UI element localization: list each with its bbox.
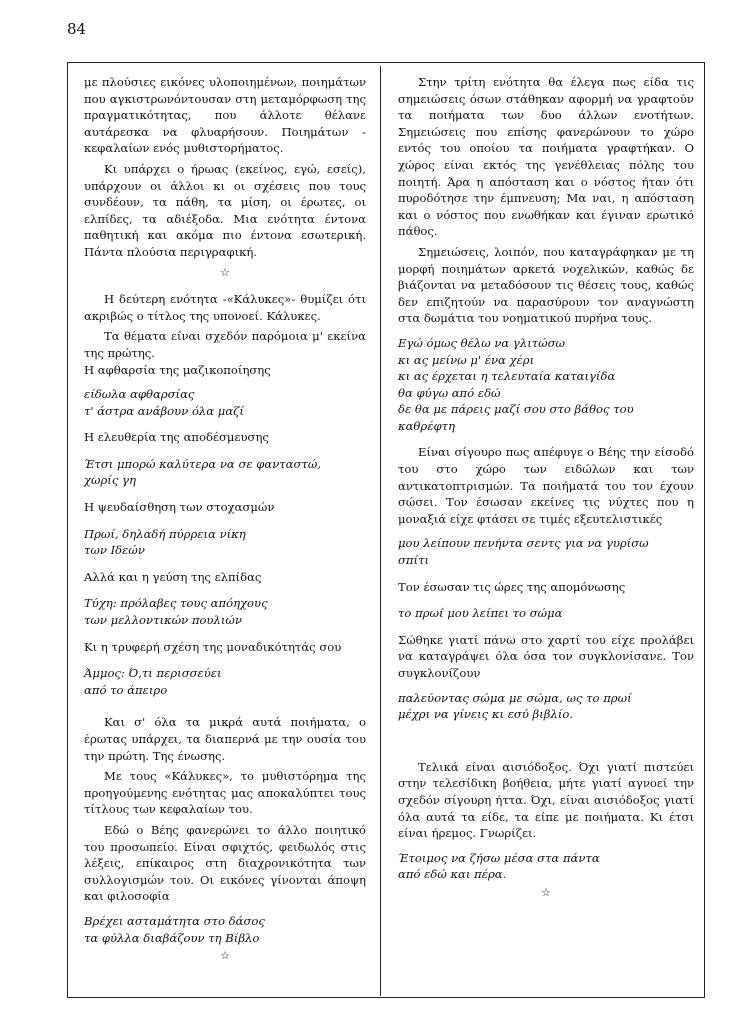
poem-quote: [398, 335, 694, 435]
poem-quote: [398, 605, 694, 622]
poem-quote: [84, 386, 366, 419]
poem-line: παλεύοντας σώμα με σώμα, ως το πρωί: [398, 690, 632, 705]
paragraph: με πλούσιες εικόνες υλοποιημένων, ποιημάτων που αγκιστρωνόντουσαν στη μεταμόρφωση της πραγματικότητας, που άλλοτε θέλανε αυτάρεσκα να φλυαρήσουν. Ποιημάτων - κεφαλαίων ενός μυθιστορήματος.: [84, 75, 366, 156]
poem-line: Εγώ όμως θέλω να γλιτώσω: [398, 335, 565, 350]
poem-line: δε θα με πάρεις μαζί σου στο βάθος του: [398, 402, 634, 417]
poem-line: κι ας έρχεται η τελευταία καταιγίδα: [398, 369, 616, 384]
theme-line: Αλλά και η γεύση της ελπίδας: [84, 569, 262, 584]
theme-line: Η ψευδαίσθηση των στοχασμών: [84, 500, 275, 515]
poem-line: θα φύγω από εδώ: [398, 385, 501, 400]
poem-line: είδωλα αφθαρσίας: [84, 387, 195, 402]
poem-line: Τύχη: πρόλαβες τους απόηχους: [84, 596, 268, 611]
poem-line: χωρίς γη: [84, 473, 136, 488]
column-divider: [380, 66, 381, 996]
paragraph: Εδώ ο Βέης φανερώνει το άλλο ποιητικό του προσωπείο. Είναι σφιχτός, φειδωλός στις λέξεις, επίκαιρος στη διαχρονικότητα των συλλογισμών του. Οι εικόνες γίνονται άποψη και φιλοσοφία: [84, 822, 366, 904]
paragraph: Τα θέματα είναι σχεδόν παρόμοια μ' εκείνα της πρώτης.: [84, 329, 366, 360]
paragraph: Η δεύτερη ενότητα -«Κάλυκες»- θυμίζει ότι ακριβώς ο τίτλος της υπονοεί. Κάλυκες.: [84, 292, 366, 323]
left-column: [84, 74, 366, 975]
page-number: 84: [67, 20, 87, 38]
star-ornament: ☆: [541, 885, 551, 899]
poem-line: Πρωί, δηλαδή πύρρεια νίκη: [84, 526, 246, 541]
poem-quote: [84, 595, 366, 628]
paragraph: Σημειώσεις, λοιπόν, που καταγράφηκαν με τη μορφή ποιημάτων αρκετά νοχελικών, καθώς δε βιάζονται να μεταδόσουν τις θέσεις τους, καθώς δεν επιζητούν να παρασύρουν τον αναγνώστη στα δωμάτια του νοηματικού πυρήνα τους.: [398, 244, 694, 326]
poem-line: από το άπειρο: [84, 682, 168, 697]
poem-quote: [84, 913, 366, 946]
poem-line: τα φύλλα διαβάζουν τη Βίβλο: [84, 930, 260, 945]
paragraph: Είναι σίγουρο πως απέφυγε ο Βέης την είσοδό του στο χώρο των ειδώλων και των αντικατοπτρισμών. Τα ποιήματά του τον έχουν σώσει. Τον έσωσαν εκείνες τις νύχτες που η μοναξιά είχε φτάσει σε τιμές εξευτελιστικές: [398, 445, 694, 526]
poem-line: των μελλοντικών πουλιών: [84, 613, 242, 628]
poem-line: τ' άστρα ανάβουν όλα μαζί: [84, 403, 244, 418]
poem-line: Βρέχει ασταμάτητα στο δάσος: [84, 913, 265, 928]
poem-quote: [84, 665, 366, 698]
theme-line: Τον έσωσαν τις ώρες της απομόνωσης: [398, 579, 626, 594]
poem-line: Έτσι μπορώ καλύτερα να σε φανταστώ,: [84, 456, 321, 471]
poem-line: από εδώ και πέρα.: [398, 867, 507, 882]
poem-quote: [398, 535, 694, 568]
theme-line: Η αφθαρσία της μαζικοποίησης: [84, 362, 271, 377]
paragraph: Στην τρίτη ενότητα θα έλεγα πως είδα τις σημειώσεις όσων στάθηκαν αφορμή να γραφτούν τα ποιήματα των δυο άλλων ενοτήτων. Σημειώσεις που επίσης φανερώνουν το χώρο εντός του οποίου τα ποιήματα γραφτήκαν. Ο χώρος είναι εκτός της γενέθλειας πόλης του ποιητή. Άρα η απόσταση και ο νόστος ήταν ότι πυροδότησε την έμπνευση; Μα ναι, η απόσταση και ο νόστος που ενωθήκαν και έγιναν ερωτικό πάθος.: [398, 75, 694, 239]
right-column: [398, 74, 694, 912]
poem-quote: [398, 850, 694, 883]
poem-quote: [84, 526, 366, 559]
poem-line: κι ας μείνω μ' ένα χέρι: [398, 352, 535, 367]
star-ornament: ☆: [220, 265, 230, 279]
poem-line: μου λείπουν πενήντα σεντς για να γυρίσω: [398, 536, 649, 551]
paragraph: Κι υπάρχει ο ήρωας (εκείνος, εγώ, εσείς), υπάρχουν οι άλλοι κι οι σχέσεις που τους συνδέουν, τα πάθη, τα μίση, οι έρωτες, οι ελπίδες, τα αδιέξοδα. Μια ενότητα έντονα παθητική και ακόμα πιο έντονα εσωτερική. Πάντα πλούσια περιγραφική.: [84, 161, 366, 259]
star-ornament: ☆: [220, 949, 230, 963]
poem-line: Έτοιμος να ζήσω μέσα στα πάντα: [398, 850, 600, 865]
poem-quote: [84, 456, 366, 489]
poem-line: μέχρι να γίνεις κι εσύ βιβλίο.: [398, 707, 574, 722]
poem-line: σπίτι: [398, 553, 430, 568]
poem-line: το πρωί μου λείπει το σώμα: [398, 606, 563, 621]
paragraph: Τελικά είναι αισιόδοξος. Όχι γιατί πιστεύει στην τελεσίδικη βοήθεια, μήτε γιατί αγνοεί την σχεδόν σίγουρη ήττα. Όχι, είναι αισιόδοξος γιατί όλα αυτά τα είδε, τα είπε με ποιήματα. Κι έτσι είναι ήρεμος. Γνωρίζει.: [398, 759, 694, 841]
paragraph: Με τους «Κάλυκες», το μυθιστόρημα της προηγούμενης ενότητας μας αποκαλύπτει τους τίτλους των κεφαλαίων του.: [84, 769, 366, 817]
paragraph: Σώθηκε γιατί πάνω στο χαρτί του είχε προλάβει να καταγράψει όλα όσα τον συγκλονίσανε. Τον συγκλονίζουν: [398, 632, 694, 680]
poem-line: καθρέφτη: [398, 418, 455, 433]
theme-line: Κι η τρυφερή σχέση της μοναδικότητάς σου: [84, 639, 342, 654]
poem-line: Άμμος: Ό,τι περισσεύει: [84, 666, 222, 681]
poem-line: των Ιδεών: [84, 543, 145, 558]
paragraph: Και σ' όλα τα μικρά αυτά ποιήματα, ο έρωτας υπάρχει, τα διαπερνά με την ουσία του την πρώτη. Της ένωσης.: [84, 715, 366, 763]
theme-line: Η ελευθερία της αποδέσμευσης: [84, 430, 269, 445]
poem-quote: [398, 690, 694, 723]
